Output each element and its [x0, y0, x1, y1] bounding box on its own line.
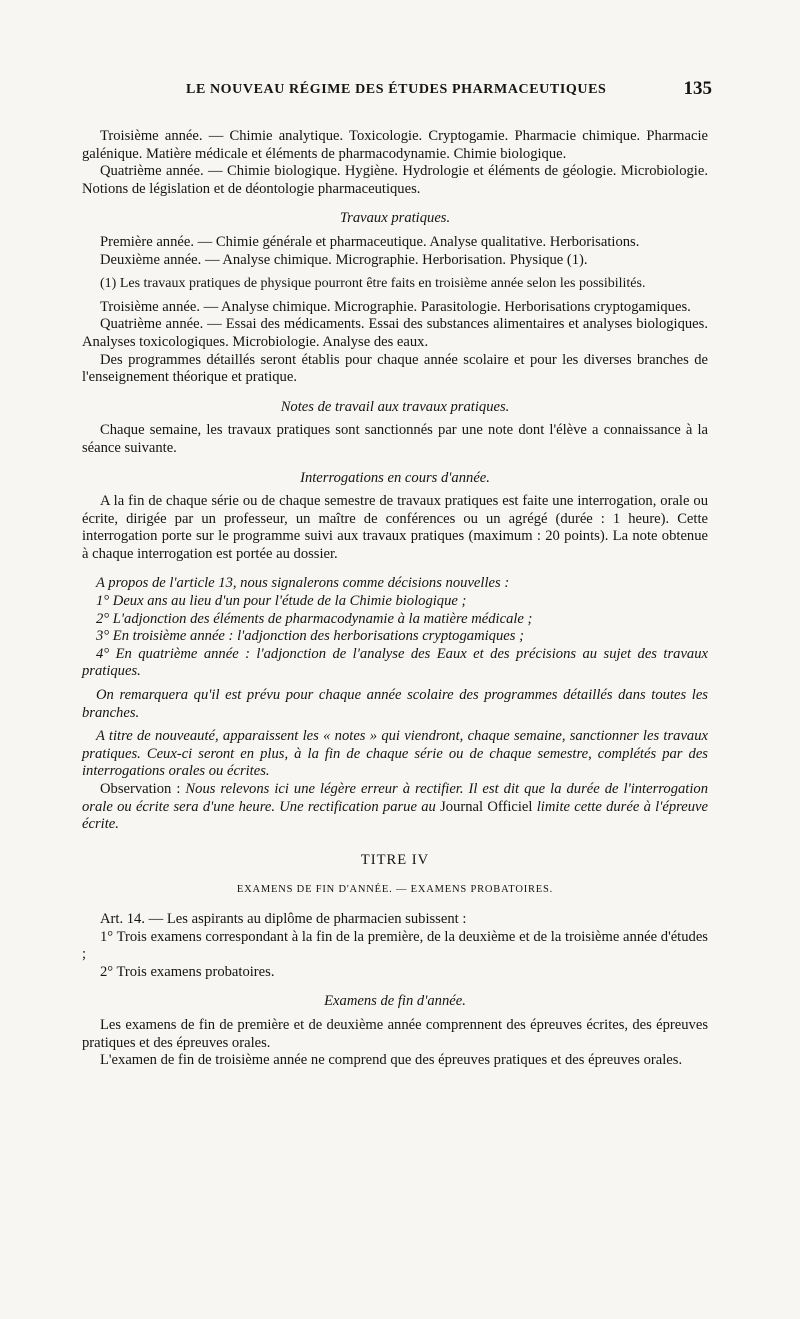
footnote: (1) Les travaux pratiques de physique pourront être faits en troisième année selon les possibilités.	[100, 276, 646, 292]
section-heading-examens: Examens de fin d'année.	[324, 993, 466, 1010]
observation-label: Observation :	[100, 781, 181, 797]
page-header	[82, 78, 712, 102]
observation	[82, 781, 708, 834]
examens-text: Les examens de fin de première et de deuxième année comprennent des épreuves écrites, des épreuves pratiques et des épreuves orales.	[82, 1016, 708, 1051]
article-14-item: 2° Trois examens probatoires.	[100, 963, 275, 980]
page-body	[82, 128, 708, 1070]
commentary-nouveaute: A titre de nouveauté, apparaissent les « notes » qui viendront, chaque semaine, sanctionner les travaux pratiques. Ceux-ci seront en plus, à la fin de chaque série ou de chaque semestre, complétés par des interrogations orales ou écrites.	[82, 728, 708, 780]
commentary-remark: On remarquera qu'il est prévu pour chaque année scolaire des programmes détaillés dans toutes les branches.	[82, 687, 708, 721]
observation-end: limite cette durée à l'épreuve écrite.	[82, 798, 708, 833]
tp-year-2: Deuxième année. — Analyse chimique. Micrographie. Herborisation. Physique (1).	[100, 251, 588, 268]
section-heading-travaux-pratiques: Travaux pratiques.	[339, 210, 451, 227]
section-heading-interrogations: Interrogations en cours d'année.	[300, 469, 490, 486]
running-title: LE NOUVEAU RÉGIME DES ÉTUDES PHARMACEUTIQUES	[186, 82, 607, 97]
observation-text: Nous relevons ici une légère erreur à rectifier. Il est dit que la durée de l'interrogation orale ou écrite sera d'une heure. Une rectification parue au	[82, 781, 708, 815]
courses-year-4: Quatrième année. — Chimie biologique. Hygiène. Hydrologie et éléments de géologie. Microbiologie. Notions de législation et de déontologie pharmaceutiques.	[82, 163, 708, 197]
courses-year-3: Troisième année. — Chimie analytique. Toxicologie. Cryptogamie. Pharmacie chimique. Pharmacie galénique. Matière médicale et éléments de pharmacodynamie. Chimie biologique.	[82, 128, 708, 162]
commentary-intro: A propos de l'article 13, nous signalerons comme décisions nouvelles :	[96, 575, 510, 592]
titre-subheading: EXAMENS DE FIN D'ANNÉE. — EXAMENS PROBATOIRES.	[236, 884, 554, 896]
interrogations-text: A la fin de chaque série ou de chaque semestre de travaux pratiques est faite une interrogation, orale ou écrite, dirigée par un professeur, un maître de conférences ou un agrégé (durée : 1 heure). Cette interrogation porte sur le programme suivi aux travaux pratiques (maximum : 20 points). La note obtenue à chaque interrogation est portée au dossier.	[82, 493, 708, 562]
tp-programmes: Des programmes détaillés seront établis pour chaque année scolaire et pour les diverses branches de l'enseignement théorique et pratique.	[82, 351, 708, 386]
tp-year-4: Quatrième année. — Essai des médicaments. Essai des substances alimentaires et analyses biologiques. Analyses toxicologiques. Microbiologie. Analyse des eaux.	[82, 316, 708, 350]
article-14-lead: Art. 14. — Les aspirants au diplôme de pharmacien subissent :	[100, 910, 467, 927]
commentary-item: 3° En troisième année : l'adjonction des herborisations cryptogamiques ;	[96, 628, 524, 645]
titre-heading: TITRE IV	[360, 851, 430, 868]
examens-text: L'examen de fin de troisième année ne comprend que des épreuves pratiques et des épreuves orales.	[100, 1052, 683, 1069]
journal-officiel: Journal Officiel	[440, 798, 533, 815]
page-number: 135	[683, 78, 712, 99]
commentary-block	[82, 575, 708, 781]
tp-year-3: Troisième année. — Analyse chimique. Micrographie. Parasitologie. Herborisations cryptogamiques.	[100, 298, 691, 315]
notes-text: Chaque semaine, les travaux pratiques sont sanctionnés par une note dont l'élève a connaissance à la séance suivante.	[82, 422, 708, 456]
commentary-item: 1° Deux ans au lieu d'un pour l'étude de la Chimie biologique ;	[96, 593, 467, 610]
article-14-item: 1° Trois examens correspondant à la fin de la première, de la deuxième et de la troisième année d'études ;	[82, 928, 708, 963]
section-heading-notes: Notes de travail aux travaux pratiques.	[280, 398, 510, 415]
commentary-item: 2° L'adjonction des éléments de pharmacodynamie à la matière médicale ;	[96, 610, 533, 627]
tp-year-1: Première année. — Chimie générale et pharmaceutique. Analyse qualitative. Herborisations.	[100, 233, 640, 250]
commentary-item: 4° En quatrième année : l'adjonction de l'analyse des Eaux et des précisions au sujet des travaux pratiques.	[82, 645, 708, 680]
